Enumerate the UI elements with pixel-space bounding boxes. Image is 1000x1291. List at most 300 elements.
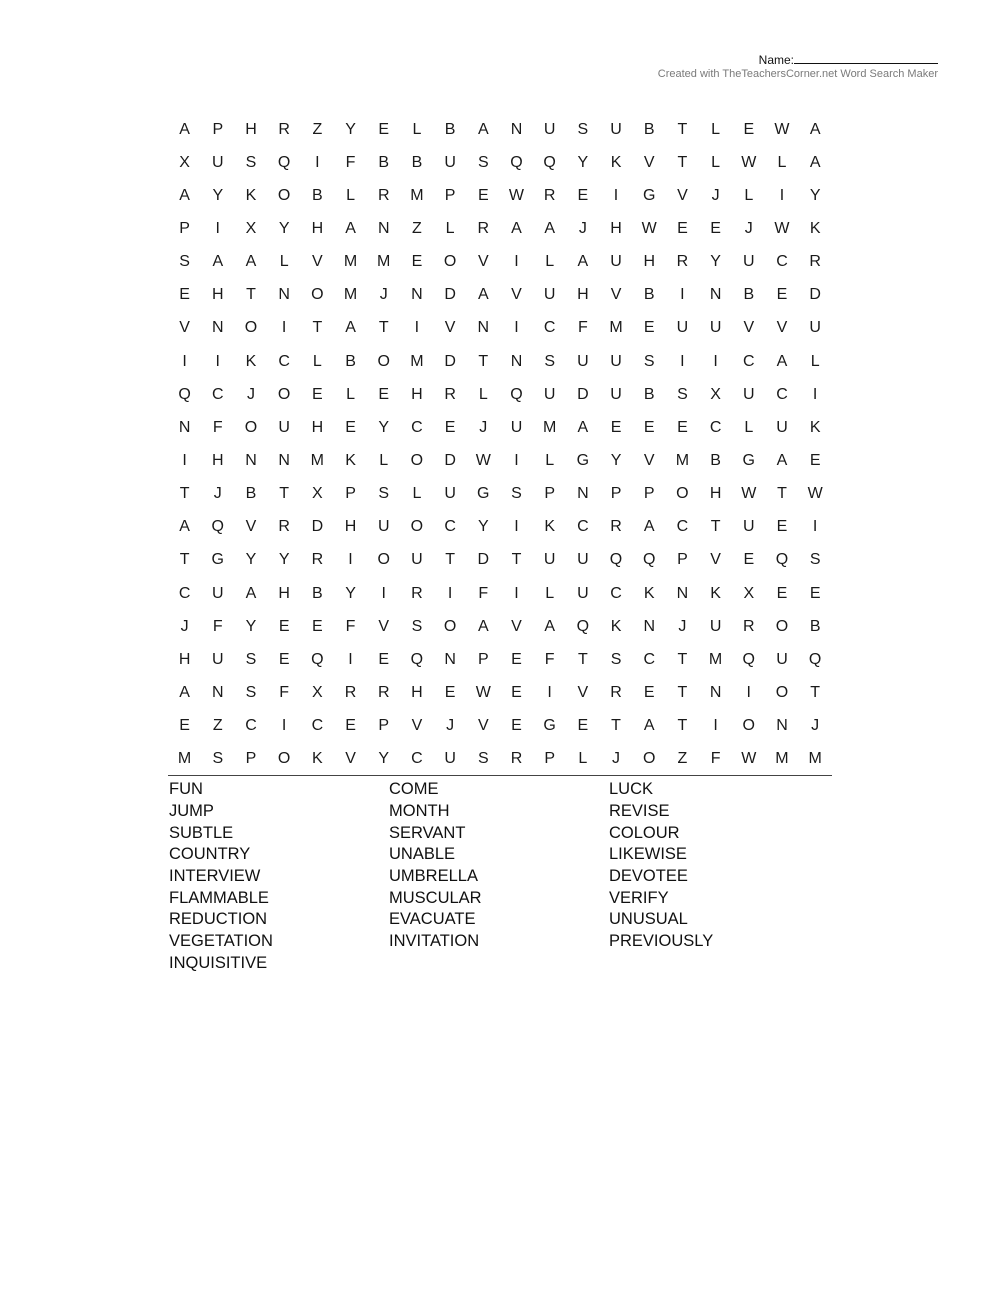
grid-letter[interactable]: I xyxy=(348,650,353,668)
grid-letter[interactable]: I xyxy=(713,717,718,735)
grid-letter[interactable]: Y xyxy=(809,186,821,204)
grid-letter[interactable]: B xyxy=(312,186,323,204)
grid-letter[interactable]: R xyxy=(411,584,423,602)
grid-letter[interactable]: W xyxy=(774,219,790,237)
grid-letter[interactable]: O xyxy=(676,485,689,503)
grid-letter[interactable]: T xyxy=(279,485,290,503)
grid-letter[interactable]: N xyxy=(278,451,290,469)
grid-letter[interactable]: W xyxy=(475,683,491,701)
grid-letter[interactable]: U xyxy=(543,120,556,138)
grid-letter[interactable]: E xyxy=(577,717,589,735)
grid-letter[interactable]: B xyxy=(245,485,257,503)
grid-letter[interactable]: P xyxy=(378,717,390,735)
grid-letter[interactable]: A xyxy=(345,219,356,237)
grid-letter[interactable]: I xyxy=(215,219,220,237)
grid-letter[interactable]: B xyxy=(710,451,721,469)
grid-letter[interactable]: W xyxy=(641,219,657,237)
grid-letter[interactable]: V xyxy=(245,518,257,536)
grid-letter[interactable]: R xyxy=(676,253,689,271)
grid-letter[interactable]: A xyxy=(643,518,655,536)
grid-letter[interactable]: O xyxy=(377,551,390,569)
grid-letter[interactable]: S xyxy=(245,683,257,701)
grid-letter[interactable]: L xyxy=(578,750,588,768)
grid-letter[interactable]: G xyxy=(576,451,590,469)
grid-letter[interactable]: T xyxy=(445,551,455,569)
grid-letter[interactable]: N xyxy=(377,219,390,237)
grid-letter[interactable]: S xyxy=(378,485,390,503)
grid-letter[interactable]: C xyxy=(411,418,423,436)
grid-letter[interactable]: T xyxy=(777,485,787,503)
grid-letter[interactable]: H xyxy=(411,683,423,701)
grid-letter[interactable]: X xyxy=(312,485,323,503)
grid-letter[interactable]: Q xyxy=(178,385,191,403)
grid-letter[interactable]: R xyxy=(510,750,523,768)
grid-letter[interactable]: N xyxy=(510,352,523,370)
grid-letter[interactable]: E xyxy=(677,418,688,436)
grid-letter[interactable]: K xyxy=(710,584,721,602)
grid-letter[interactable]: A xyxy=(179,683,190,701)
grid-letter[interactable]: U xyxy=(212,584,224,602)
grid-letter[interactable]: D xyxy=(311,518,324,536)
grid-letter[interactable]: E xyxy=(809,451,821,469)
grid-letter[interactable]: E xyxy=(610,418,622,436)
grid-letter[interactable]: Y xyxy=(345,120,356,138)
grid-letter[interactable]: N xyxy=(444,650,456,668)
grid-letter[interactable]: I xyxy=(381,584,386,602)
grid-letter[interactable]: F xyxy=(345,617,356,635)
name-field[interactable] xyxy=(658,52,938,67)
grid-letter[interactable]: I xyxy=(447,584,453,602)
grid-letter[interactable]: S xyxy=(477,153,489,171)
grid-letter[interactable]: L xyxy=(545,253,555,271)
grid-letter[interactable]: H xyxy=(411,385,423,403)
grid-letter[interactable]: C xyxy=(643,650,655,668)
grid-letter[interactable]: S xyxy=(643,352,655,370)
grid-letter[interactable]: A xyxy=(245,253,257,271)
grid-letter[interactable]: U xyxy=(610,120,622,138)
grid-letter[interactable]: Q xyxy=(742,650,755,668)
grid-letter[interactable]: A xyxy=(179,186,190,204)
grid-letter[interactable]: L xyxy=(412,120,422,138)
grid-letter[interactable]: M xyxy=(410,352,424,370)
grid-letter[interactable]: C xyxy=(178,584,191,602)
grid-letter[interactable]: I xyxy=(746,683,751,701)
grid-letter[interactable]: U xyxy=(709,319,722,337)
grid-letter[interactable]: B xyxy=(378,153,390,171)
grid-letter[interactable]: F xyxy=(710,750,721,768)
grid-letter[interactable]: A xyxy=(776,451,788,469)
grid-letter[interactable]: Y xyxy=(477,518,489,536)
grid-letter[interactable]: K xyxy=(610,153,622,171)
grid-letter[interactable]: J xyxy=(246,385,255,403)
grid-letter[interactable]: I xyxy=(281,319,287,337)
grid-letter[interactable]: R xyxy=(311,551,324,569)
grid-letter[interactable]: E xyxy=(444,683,456,701)
grid-letter[interactable]: P xyxy=(212,120,224,138)
grid-letter[interactable]: V xyxy=(511,617,522,635)
grid-letter[interactable]: I xyxy=(779,186,785,204)
grid-letter[interactable]: T xyxy=(677,153,688,171)
grid-letter[interactable]: K xyxy=(544,518,555,536)
grid-letter[interactable]: A xyxy=(809,120,821,138)
grid-letter[interactable]: E xyxy=(378,385,390,403)
grid-letter[interactable]: Y xyxy=(245,551,257,569)
grid-letter[interactable]: G xyxy=(477,485,490,503)
grid-letter[interactable]: O xyxy=(377,352,390,370)
grid-letter[interactable]: T xyxy=(810,683,821,701)
grid-letter[interactable]: Z xyxy=(412,219,422,237)
grid-letter[interactable]: V xyxy=(411,717,423,735)
grid-letter[interactable]: Y xyxy=(577,153,589,171)
grid-letter[interactable]: O xyxy=(775,683,789,701)
grid-letter[interactable]: Y xyxy=(710,253,721,271)
grid-letter[interactable]: J xyxy=(578,219,587,237)
grid-letter[interactable]: E xyxy=(643,319,655,337)
grid-letter[interactable]: E xyxy=(345,418,356,436)
grid-letter[interactable]: G xyxy=(742,451,755,469)
grid-letter[interactable]: H xyxy=(610,219,622,237)
grid-letter[interactable]: A xyxy=(544,617,555,635)
grid-letter[interactable]: Q xyxy=(808,650,822,668)
grid-letter[interactable]: D xyxy=(577,385,589,403)
grid-letter[interactable]: U xyxy=(610,352,622,370)
grid-letter[interactable]: L xyxy=(346,385,355,403)
grid-letter[interactable]: S xyxy=(809,551,821,569)
grid-letter[interactable]: C xyxy=(411,750,423,768)
grid-letter[interactable]: N xyxy=(577,485,589,503)
grid-letter[interactable]: B xyxy=(643,120,655,138)
grid-letter[interactable]: E xyxy=(477,186,489,204)
grid-letter[interactable]: T xyxy=(246,286,256,304)
grid-letter[interactable]: H xyxy=(643,253,655,271)
grid-letter[interactable]: Q xyxy=(775,551,789,569)
grid-letter[interactable]: L xyxy=(412,485,422,503)
grid-letter[interactable]: F xyxy=(577,319,588,337)
grid-letter[interactable]: N xyxy=(411,286,423,304)
grid-letter[interactable]: P xyxy=(345,485,356,503)
grid-letter[interactable]: E xyxy=(710,219,721,237)
grid-letter[interactable]: C xyxy=(543,319,556,337)
grid-letter[interactable]: X xyxy=(743,584,755,602)
grid-letter[interactable]: B xyxy=(643,286,655,304)
grid-letter[interactable]: N xyxy=(278,286,290,304)
grid-letter[interactable]: U xyxy=(743,518,755,536)
grid-letter[interactable]: U xyxy=(676,319,689,337)
grid-letter[interactable]: N xyxy=(676,584,689,602)
grid-letter[interactable]: M xyxy=(609,319,623,337)
grid-letter[interactable]: M xyxy=(343,286,358,304)
grid-letter[interactable]: U xyxy=(278,418,290,436)
grid-letter[interactable]: C xyxy=(776,385,788,403)
grid-letter[interactable]: A xyxy=(544,219,555,237)
grid-letter[interactable]: C xyxy=(212,385,224,403)
grid-letter[interactable]: X xyxy=(312,683,323,701)
grid-letter[interactable]: W xyxy=(508,186,525,204)
grid-letter[interactable]: M xyxy=(343,253,358,271)
grid-letter[interactable]: V xyxy=(511,286,522,304)
grid-letter[interactable]: A xyxy=(477,286,489,304)
grid-letter[interactable]: E xyxy=(776,286,788,304)
grid-letter[interactable]: R xyxy=(344,683,357,701)
grid-letter[interactable]: Q xyxy=(510,385,523,403)
grid-letter[interactable]: S xyxy=(179,253,190,271)
grid-letter[interactable]: U xyxy=(776,418,788,436)
grid-letter[interactable]: I xyxy=(680,286,685,304)
grid-letter[interactable]: I xyxy=(348,551,353,569)
grid-letter[interactable]: U xyxy=(212,153,224,171)
grid-letter[interactable]: Q xyxy=(576,617,590,635)
grid-letter[interactable]: H xyxy=(311,219,324,237)
grid-letter[interactable]: I xyxy=(514,451,519,469)
grid-letter[interactable]: N xyxy=(776,717,788,735)
grid-letter[interactable]: Y xyxy=(378,750,390,768)
grid-letter[interactable]: B xyxy=(411,153,423,171)
grid-letter[interactable]: H xyxy=(311,418,324,436)
grid-letter[interactable]: U xyxy=(510,418,523,436)
grid-letter[interactable]: H xyxy=(245,120,257,138)
grid-letter[interactable]: K xyxy=(809,219,821,237)
grid-letter[interactable]: M xyxy=(775,750,789,768)
grid-letter[interactable]: V xyxy=(312,253,323,271)
grid-letter[interactable]: W xyxy=(807,485,823,503)
grid-letter[interactable]: U xyxy=(543,286,556,304)
grid-letter[interactable]: M xyxy=(310,451,324,469)
grid-letter[interactable]: L xyxy=(379,451,389,469)
grid-letter[interactable]: R xyxy=(610,518,622,536)
grid-letter[interactable]: I xyxy=(414,319,420,337)
grid-letter[interactable]: B xyxy=(312,584,323,602)
grid-letter[interactable]: I xyxy=(514,319,519,337)
grid-letter[interactable]: E xyxy=(444,418,456,436)
grid-letter[interactable]: E xyxy=(743,551,755,569)
grid-letter[interactable]: U xyxy=(743,385,755,403)
grid-letter[interactable]: O xyxy=(244,319,258,337)
grid-letter[interactable]: I xyxy=(315,153,320,171)
grid-letter[interactable]: F xyxy=(544,650,555,668)
grid-letter[interactable]: C xyxy=(743,352,755,370)
grid-letter[interactable]: E xyxy=(511,650,522,668)
grid-letter[interactable]: I xyxy=(281,717,287,735)
grid-letter[interactable]: E xyxy=(677,219,688,237)
grid-letter[interactable]: V xyxy=(477,253,489,271)
grid-letter[interactable]: R xyxy=(444,385,456,403)
grid-letter[interactable]: L xyxy=(810,352,820,370)
grid-letter[interactable]: O xyxy=(775,617,789,635)
grid-letter[interactable]: I xyxy=(680,352,685,370)
grid-letter[interactable]: Y xyxy=(212,186,224,204)
grid-letter[interactable]: T xyxy=(179,485,190,503)
grid-letter[interactable]: E xyxy=(776,584,788,602)
grid-letter[interactable]: S xyxy=(544,352,555,370)
grid-letter[interactable]: I xyxy=(215,352,220,370)
grid-letter[interactable]: Y xyxy=(610,451,622,469)
grid-letter[interactable]: X xyxy=(245,219,257,237)
grid-letter[interactable]: D xyxy=(809,286,821,304)
grid-letter[interactable]: V xyxy=(577,683,589,701)
grid-letter[interactable]: B xyxy=(345,352,356,370)
grid-letter[interactable]: N xyxy=(510,120,523,138)
grid-letter[interactable]: P xyxy=(179,219,190,237)
grid-letter[interactable]: C xyxy=(610,584,622,602)
grid-letter[interactable]: Q xyxy=(211,518,224,536)
grid-letter[interactable]: Q xyxy=(510,153,523,171)
grid-letter[interactable]: V xyxy=(610,286,622,304)
grid-letter[interactable]: Y xyxy=(345,584,356,602)
grid-letter[interactable]: T xyxy=(677,717,688,735)
grid-letter[interactable]: R xyxy=(610,683,622,701)
grid-letter[interactable]: Y xyxy=(245,617,257,635)
grid-letter[interactable]: E xyxy=(776,518,788,536)
grid-letter[interactable]: V xyxy=(179,319,190,337)
grid-letter[interactable]: H xyxy=(344,518,357,536)
grid-letter[interactable]: V xyxy=(677,186,688,204)
grid-letter[interactable]: W xyxy=(741,485,757,503)
grid-letter[interactable]: S xyxy=(411,617,423,635)
grid-letter[interactable]: G xyxy=(211,551,224,569)
grid-letter[interactable]: T xyxy=(378,319,389,337)
grid-letter[interactable]: R xyxy=(377,186,390,204)
grid-letter[interactable]: M xyxy=(708,650,723,668)
grid-letter[interactable]: U xyxy=(444,750,456,768)
grid-letter[interactable]: J xyxy=(711,186,720,204)
grid-letter[interactable]: J xyxy=(180,617,189,635)
grid-letter[interactable]: O xyxy=(443,617,457,635)
grid-letter[interactable]: L xyxy=(478,385,488,403)
grid-letter[interactable]: E xyxy=(312,617,323,635)
grid-letter[interactable]: J xyxy=(479,418,488,436)
grid-letter[interactable]: L xyxy=(545,451,555,469)
grid-letter[interactable]: V xyxy=(743,319,755,337)
grid-letter[interactable]: U xyxy=(610,253,622,271)
grid-letter[interactable]: J xyxy=(446,717,455,735)
grid-letter[interactable]: D xyxy=(444,451,456,469)
grid-letter[interactable]: D xyxy=(444,352,456,370)
grid-letter[interactable]: E xyxy=(511,717,522,735)
grid-letter[interactable]: M xyxy=(377,253,391,271)
grid-letter[interactable]: E xyxy=(643,683,655,701)
grid-letter[interactable]: C xyxy=(776,253,788,271)
grid-letter[interactable]: K xyxy=(245,186,257,204)
grid-letter[interactable]: X xyxy=(710,385,721,403)
grid-letter[interactable]: T xyxy=(677,120,688,138)
grid-letter[interactable]: A xyxy=(577,253,589,271)
grid-letter[interactable]: A xyxy=(245,584,257,602)
grid-letter[interactable]: A xyxy=(179,120,190,138)
grid-letter[interactable]: E xyxy=(345,717,356,735)
grid-letter[interactable]: E xyxy=(411,253,423,271)
grid-letter[interactable]: N xyxy=(178,418,191,436)
grid-letter[interactable]: U xyxy=(776,650,788,668)
grid-letter[interactable]: P xyxy=(643,485,655,503)
grid-letter[interactable]: U xyxy=(377,518,390,536)
grid-letter[interactable]: R xyxy=(743,617,755,635)
grid-letter[interactable]: M xyxy=(542,418,557,436)
grid-letter[interactable]: U xyxy=(743,253,755,271)
grid-letter[interactable]: C xyxy=(676,518,689,536)
grid-letter[interactable]: O xyxy=(642,750,656,768)
grid-letter[interactable]: U xyxy=(709,617,722,635)
grid-letter[interactable]: R xyxy=(278,518,290,536)
grid-letter[interactable]: E xyxy=(179,286,190,304)
grid-letter[interactable]: S xyxy=(212,750,224,768)
grid-letter[interactable]: N xyxy=(212,319,224,337)
grid-letter[interactable]: T xyxy=(478,352,489,370)
grid-letter[interactable]: Y xyxy=(278,219,290,237)
grid-letter[interactable]: D xyxy=(444,286,456,304)
grid-letter[interactable]: J xyxy=(612,750,621,768)
grid-letter[interactable]: E xyxy=(179,717,190,735)
grid-letter[interactable]: C xyxy=(444,518,456,536)
grid-letter[interactable]: I xyxy=(812,385,818,403)
grid-letter[interactable]: W xyxy=(774,120,790,138)
grid-letter[interactable]: O xyxy=(443,253,457,271)
grid-letter[interactable]: U xyxy=(809,319,821,337)
grid-letter[interactable]: Z xyxy=(312,120,323,138)
grid-letter[interactable]: P xyxy=(677,551,688,569)
grid-letter[interactable]: L xyxy=(445,219,455,237)
grid-letter[interactable]: E xyxy=(511,683,522,701)
grid-letter[interactable]: U xyxy=(577,551,589,569)
grid-letter[interactable]: J xyxy=(379,286,388,304)
grid-letter[interactable]: O xyxy=(742,717,755,735)
grid-letter[interactable]: V xyxy=(710,551,721,569)
grid-letter[interactable]: E xyxy=(378,120,390,138)
grid-letter[interactable]: L xyxy=(744,418,754,436)
grid-letter[interactable]: O xyxy=(244,418,258,436)
grid-letter[interactable]: P xyxy=(444,186,456,204)
grid-letter[interactable]: I xyxy=(182,352,187,370)
grid-letter[interactable]: T xyxy=(677,683,688,701)
grid-letter[interactable]: F xyxy=(478,584,489,602)
grid-letter[interactable]: L xyxy=(777,153,787,171)
grid-letter[interactable]: R xyxy=(278,120,290,138)
grid-letter[interactable]: Q xyxy=(642,551,656,569)
grid-letter[interactable]: W xyxy=(741,750,757,768)
grid-letter[interactable]: L xyxy=(744,186,754,204)
grid-letter[interactable]: H xyxy=(577,286,589,304)
grid-letter[interactable]: G xyxy=(543,717,556,735)
grid-letter[interactable]: K xyxy=(643,584,655,602)
grid-letter[interactable]: O xyxy=(410,518,424,536)
grid-letter[interactable]: Z xyxy=(677,750,688,768)
grid-letter[interactable]: P xyxy=(477,650,489,668)
grid-letter[interactable]: F xyxy=(212,418,223,436)
grid-letter[interactable]: A xyxy=(776,352,788,370)
grid-letter[interactable]: J xyxy=(678,617,687,635)
grid-letter[interactable]: S xyxy=(577,120,589,138)
grid-letter[interactable]: K xyxy=(312,750,323,768)
grid-letter[interactable]: R xyxy=(377,683,390,701)
grid-letter[interactable]: J xyxy=(744,219,753,237)
grid-letter[interactable]: E xyxy=(312,385,323,403)
grid-letter[interactable]: N xyxy=(245,451,257,469)
grid-letter[interactable]: L xyxy=(711,153,721,171)
grid-letter[interactable]: N xyxy=(709,683,722,701)
grid-letter[interactable]: A xyxy=(809,153,821,171)
grid-letter[interactable]: O xyxy=(277,186,291,204)
grid-letter[interactable]: V xyxy=(345,750,356,768)
grid-letter[interactable]: U xyxy=(577,584,589,602)
grid-letter[interactable]: S xyxy=(245,153,257,171)
grid-letter[interactable]: E xyxy=(378,650,390,668)
grid-letter[interactable]: J xyxy=(811,717,820,735)
grid-letter[interactable]: W xyxy=(475,451,491,469)
grid-letter[interactable]: M xyxy=(808,750,822,768)
grid-letter[interactable]: E xyxy=(577,186,589,204)
grid-letter[interactable]: I xyxy=(812,518,818,536)
grid-letter[interactable]: E xyxy=(743,120,755,138)
grid-letter[interactable]: A xyxy=(179,518,190,536)
